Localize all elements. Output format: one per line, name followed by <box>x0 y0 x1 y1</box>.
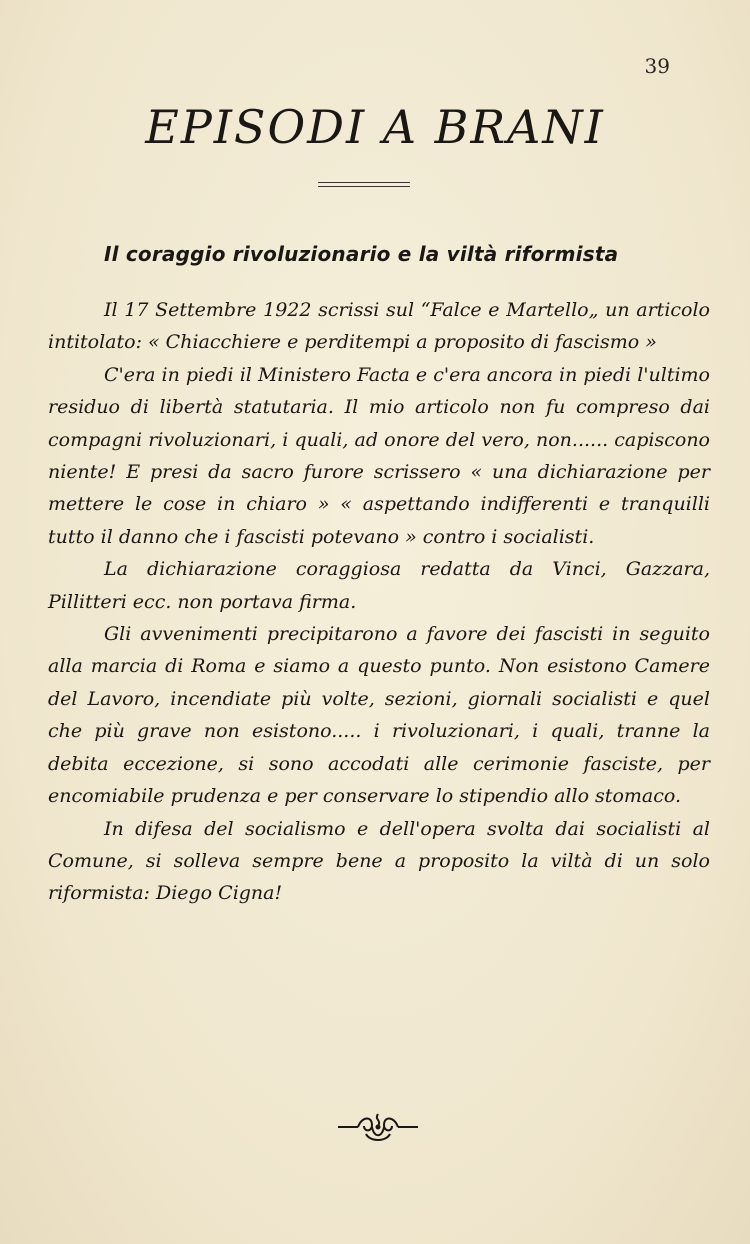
title-divider <box>318 182 410 187</box>
paragraph-3: La dichiarazione coraggiosa redatta da Vinci, Gazzara, Pillitteri ecc. non portava firma. <box>48 558 710 613</box>
page-number: 39 <box>644 54 670 78</box>
paragraph-4: Gli avvenimenti precipitarono a favore dei fascisti in seguito alla marcia di Roma e siamo a questo punto. Non esistono Camere del Lavoro, incendiate più volte, sezioni, giornali socialisti e quel che più grave non esistono..... i rivoluzionari, i quali, tranne la debita eccezione, si sono accodati alle cerimonie fasciste, per encomiabile prudenza e per conservare lo stipendio allo stomaco. <box>48 623 710 808</box>
section-subtitle: Il coraggio rivoluzionario e la viltà riformista <box>104 242 619 266</box>
body-text <box>48 294 710 910</box>
paragraph-5: In difesa del socialismo e dell'opera svolta dai socialisti al Comune, si solleva sempre bene a proposito la viltà di un solo riformista: Diego Cigna! <box>48 817 710 905</box>
paragraph-1: Il 17 Settembre 1922 scrissi sul “Falce e Martello„ un articolo intitolato: « Chiacchiere e perditempi a proposito di fascismo » <box>48 299 710 354</box>
chapter-title: EPISODI A BRANI <box>145 100 605 154</box>
fleuron-ornament-icon <box>336 1110 420 1144</box>
paragraph-2: C'era in piedi il Ministero Facta e c'era ancora in piedi l'ultimo residuo di libertà statutaria. Il mio articolo non fu compreso dai compagni rivoluzionari, i quali, ad onore del vero, non...... capiscono niente! E presi da sacro furore scrissero « una dichiarazione per mettere le cose in chiaro » « aspettando indifferenti e tranquilli tutto il danno che i fascisti potevano » contro i socialisti. <box>48 363 710 548</box>
